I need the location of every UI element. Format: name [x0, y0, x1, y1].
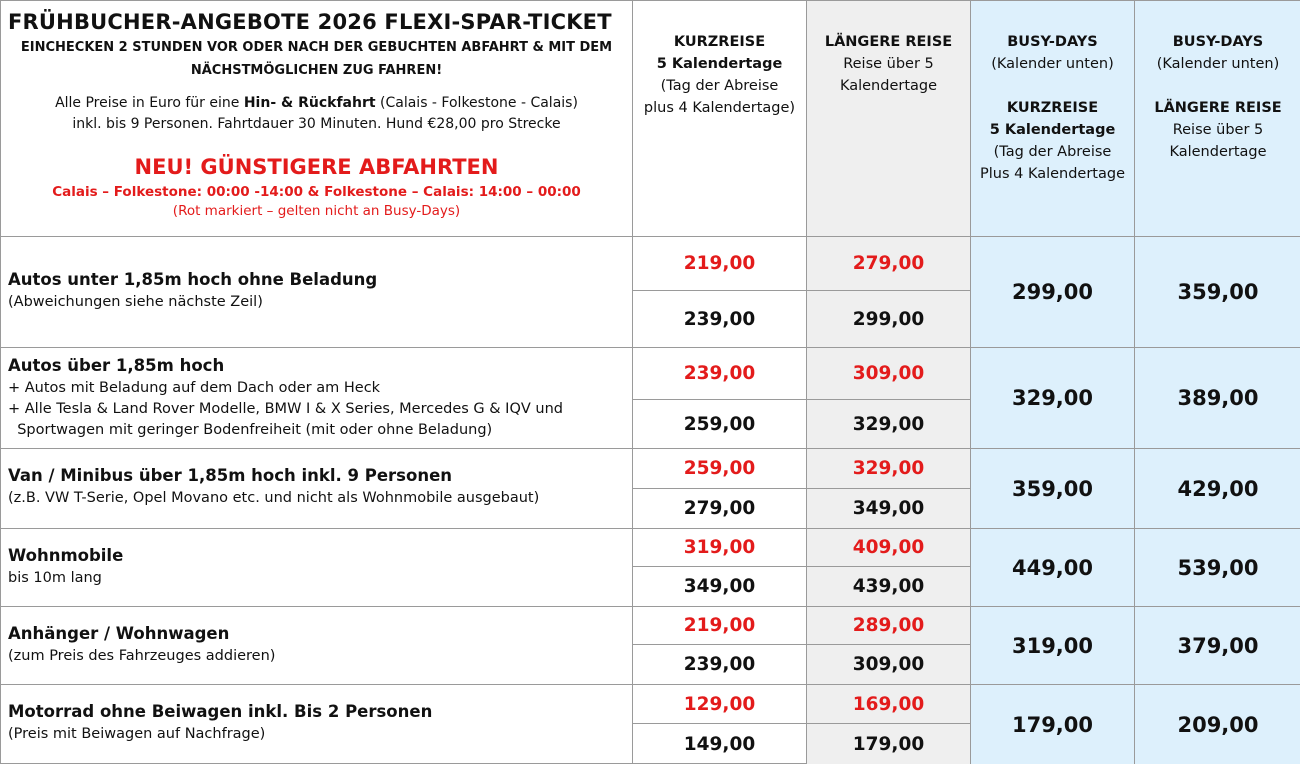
header-laengere-reise	[807, 1, 971, 237]
laengere-reise-note1: Reise über 5	[843, 56, 934, 72]
price-busy-lang: 539,00	[1135, 529, 1300, 607]
title-block	[1, 1, 633, 237]
row-title: Motorrad ohne Beiwagen inkl. Bis 2 Personen	[8, 702, 433, 721]
price-lang: 309,00	[807, 645, 971, 685]
kurzreise-title: KURZREISE	[673, 34, 766, 50]
busy-kurz-note2: Plus 4 Kalendertage	[979, 166, 1126, 182]
price-lang: 329,00	[807, 400, 971, 449]
price-kurz: 349,00	[633, 567, 807, 607]
busy-kurz-title: BUSY-DAYS	[1007, 34, 1098, 50]
price-busy-kurz: 359,00	[971, 449, 1135, 529]
price-kurz-offpeak: 219,00	[633, 237, 807, 291]
laengere-reise-note2: Kalendertage	[839, 78, 938, 94]
row-note: (Preis mit Beiwagen auf Nachfrage)	[8, 726, 266, 742]
busy-kurz-note1: (Tag der Abreise	[993, 144, 1112, 160]
row-label-anhaenger	[1, 607, 633, 685]
row-title: Autos unter 1,85m hoch ohne Beladung	[8, 270, 378, 289]
price-busy-lang: 359,00	[1135, 237, 1300, 348]
row-note: + Alle Tesla & Land Rover Modelle, BMW I & X Series, Mercedes G & IQV und	[8, 401, 563, 417]
row-title: Autos über 1,85m hoch	[8, 356, 225, 375]
price-kurz-offpeak: 129,00	[633, 685, 807, 724]
page-title: FRÜHBUCHER-ANGEBOTE 2026 FLEXI-SPAR-TICKET	[8, 10, 612, 34]
price-lang-offpeak: 169,00	[807, 685, 971, 724]
price-info-line1	[5, 93, 628, 114]
price-kurz: 279,00	[633, 489, 807, 529]
price-kurz: 239,00	[633, 645, 807, 685]
price-info-prefix: Alle Preise in Euro für eine	[55, 95, 244, 111]
row-title: Van / Minibus über 1,85m hoch inkl. 9 Personen	[8, 466, 453, 485]
price-kurz-offpeak: 319,00	[633, 529, 807, 567]
price-lang-offpeak: 309,00	[807, 348, 971, 400]
row-note: bis 10m lang	[8, 570, 102, 586]
price-busy-lang: 209,00	[1135, 685, 1300, 764]
price-kurz: 259,00	[633, 400, 807, 449]
header-busy-kurzreise	[971, 1, 1135, 237]
busy-lang-calendar-note: (Kalender unten)	[1156, 56, 1280, 72]
price-lang-offpeak: 289,00	[807, 607, 971, 645]
row-note: Sportwagen mit geringer Bodenfreiheit (mit oder ohne Beladung)	[8, 422, 493, 438]
price-kurz: 149,00	[633, 724, 807, 764]
busy-lang-note2: Kalendertage	[1169, 144, 1267, 160]
header-kurzreise	[633, 1, 807, 237]
row-label-autos-ueber	[1, 348, 633, 449]
price-busy-lang: 429,00	[1135, 449, 1300, 529]
row-label-wohnmobile	[1, 529, 633, 607]
price-busy-kurz: 299,00	[971, 237, 1135, 348]
price-lang: 349,00	[807, 489, 971, 529]
price-lang: 299,00	[807, 291, 971, 348]
checkin-note	[5, 36, 628, 82]
promo-title: NEU! GÜNSTIGERE ABFAHRTEN	[134, 155, 499, 179]
price-lang: 179,00	[807, 724, 971, 764]
price-kurz-offpeak: 239,00	[633, 348, 807, 400]
checkin-note-line1: EINCHECKEN 2 STUNDEN VOR ODER NACH DER GEBUCHTEN ABFAHRT & MIT DEM	[20, 40, 613, 55]
row-title: Wohnmobile	[8, 546, 124, 565]
kurzreise-note1: (Tag der Abreise	[660, 78, 779, 94]
row-title: Anhänger / Wohnwagen	[8, 624, 230, 643]
price-busy-kurz: 319,00	[971, 607, 1135, 685]
price-kurz: 239,00	[633, 291, 807, 348]
row-note: + Autos mit Beladung auf dem Dach oder am Heck	[8, 380, 381, 396]
price-lang-offpeak: 329,00	[807, 449, 971, 489]
busy-lang-title: BUSY-DAYS	[1172, 34, 1264, 50]
row-note: (z.B. VW T-Serie, Opel Movano etc. und nicht als Wohnmobile ausgebaut)	[8, 490, 540, 506]
busy-lang-subtitle: LÄNGERE REISE	[1154, 100, 1282, 116]
price-busy-kurz: 329,00	[971, 348, 1135, 449]
price-busy-kurz: 179,00	[971, 685, 1135, 764]
laengere-reise-title: LÄNGERE REISE	[824, 34, 953, 50]
price-lang-offpeak: 279,00	[807, 237, 971, 291]
header-busy-laengere-reise	[1135, 1, 1300, 237]
row-label-van-minibus	[1, 449, 633, 529]
busy-kurz-days: 5 Kalendertage	[989, 122, 1116, 138]
row-label-autos-unter	[1, 237, 633, 348]
promo-note: (Rot markiert – gelten nicht an Busy-Days)	[172, 203, 461, 219]
busy-kurz-subtitle: KURZREISE	[1006, 100, 1099, 116]
busy-kurz-calendar-note: (Kalender unten)	[991, 56, 1114, 72]
price-info-bold: Hin- & Rückfahrt	[243, 95, 376, 111]
row-note: (Abweichungen siehe nächste Zeil)	[8, 294, 263, 310]
checkin-note-line2: NÄCHSTMÖGLICHEN ZUG FAHREN!	[190, 63, 443, 78]
price-busy-lang: 389,00	[1135, 348, 1300, 449]
promo-times: Calais – Folkestone: 00:00 -14:00 & Folkestone – Calais: 14:00 – 00:00	[52, 184, 581, 200]
price-lang-offpeak: 409,00	[807, 529, 971, 567]
price-info-suffix: (Calais - Folkestone - Calais)	[375, 95, 578, 111]
price-lang: 439,00	[807, 567, 971, 607]
price-busy-lang: 379,00	[1135, 607, 1300, 685]
row-note: (zum Preis des Fahrzeuges addieren)	[8, 648, 276, 664]
kurzreise-note2: plus 4 Kalendertage)	[643, 100, 796, 116]
price-info	[5, 93, 628, 135]
row-label-motorrad	[1, 685, 633, 764]
kurzreise-days: 5 Kalendertage	[656, 56, 783, 72]
price-kurz-offpeak: 259,00	[633, 449, 807, 489]
price-info-line2: inkl. bis 9 Personen. Fahrtdauer 30 Minuten. Hund €28,00 pro Strecke	[72, 116, 561, 132]
price-kurz-offpeak: 219,00	[633, 607, 807, 645]
price-busy-kurz: 449,00	[971, 529, 1135, 607]
busy-lang-note1: Reise über 5	[1172, 122, 1264, 138]
